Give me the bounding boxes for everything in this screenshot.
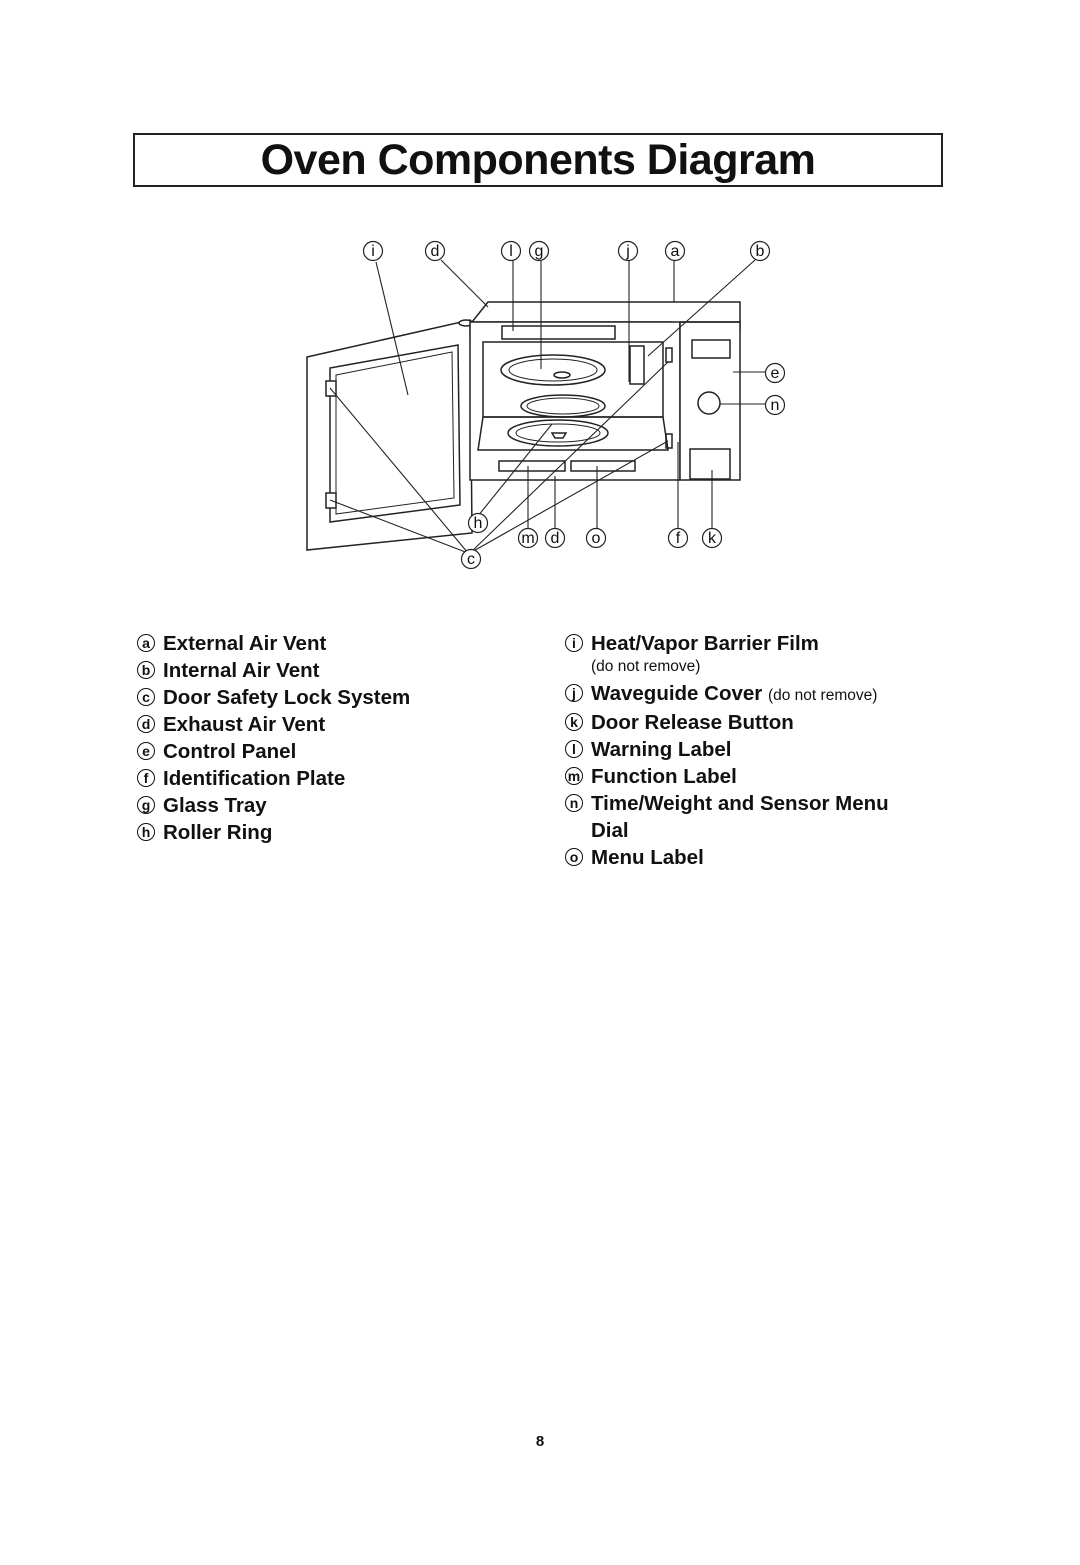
legend-item-b	[137, 657, 537, 684]
legend-letter-badge: g	[137, 796, 155, 814]
legend-note: (do not remove)	[767, 687, 878, 704]
callout-letter: g	[534, 243, 544, 260]
legend-label: Function Label	[591, 765, 737, 788]
legend-item-e	[137, 738, 537, 765]
legend-letter-badge: b	[137, 661, 155, 679]
legend-letter-badge: i	[565, 634, 583, 652]
callout-letter: i	[371, 243, 375, 260]
legend-item-body	[163, 711, 325, 738]
page-number: 8	[535, 1433, 545, 1450]
legend-letter-badge: m	[565, 767, 583, 785]
legend-label: Roller Ring	[163, 821, 273, 844]
callout-letter: c	[467, 551, 475, 568]
legend-label: Exhaust Air Vent	[163, 713, 326, 736]
callout-g	[530, 242, 549, 261]
legend-item-i	[565, 630, 985, 680]
callout-letter: f	[675, 530, 681, 547]
callout-a	[666, 242, 685, 261]
legend-letter-badge: d	[137, 715, 155, 733]
callout-d-bottom	[546, 529, 565, 548]
legend-letter-badge: o	[565, 848, 583, 866]
legend-item-k	[565, 709, 985, 736]
callout-l	[502, 242, 521, 261]
legend-item-body	[591, 844, 704, 871]
callout-k	[703, 529, 722, 548]
callout-letter: j	[626, 243, 630, 260]
legend-item-n	[565, 790, 985, 844]
oven-body	[470, 322, 680, 480]
legend-item-o	[565, 844, 985, 871]
legend-label: External Air Vent	[163, 632, 327, 655]
callout-letter: d	[430, 243, 440, 260]
callout-letter: b	[755, 243, 765, 260]
oven-diagram	[0, 0, 1080, 600]
legend-label: Waveguide Cover	[591, 682, 763, 705]
legend-label: Menu Label	[591, 846, 704, 869]
callout-h	[469, 514, 488, 533]
legend-item-body	[163, 630, 326, 657]
legend-label: Glass Tray	[163, 794, 267, 817]
legend-item-h	[137, 819, 537, 846]
callout-o	[587, 529, 606, 548]
callout-letter: d	[550, 530, 560, 547]
legend-left	[137, 630, 537, 846]
legend-letter-badge: f	[137, 769, 155, 787]
legend-label: Identification Plate	[163, 767, 346, 790]
legend-letter-badge: j	[565, 684, 583, 702]
legend-label: Door Release Button	[591, 711, 794, 734]
legend-label: Internal Air Vent	[163, 659, 320, 682]
legend-letter-badge: n	[565, 794, 583, 812]
legend-letter-badge: l	[565, 740, 583, 758]
oven-door	[307, 320, 472, 550]
callout-letter: m	[521, 530, 535, 547]
legend-item-a	[137, 630, 537, 657]
legend-letter-badge: c	[137, 688, 155, 706]
legend-item-j	[565, 680, 985, 709]
callout-letter: k	[708, 530, 716, 547]
legend-item-body	[163, 657, 319, 684]
legend-item-g	[137, 792, 537, 819]
callout-letter: h	[473, 515, 483, 532]
callout-letter: n	[770, 397, 780, 414]
legend-right	[565, 630, 985, 871]
legend-item-f	[137, 765, 537, 792]
legend-item-l	[565, 736, 985, 763]
legend-letter-badge: a	[137, 634, 155, 652]
legend-letter-badge: k	[565, 713, 583, 731]
legend-label: Control Panel	[163, 740, 297, 763]
legend-item-body	[163, 738, 296, 765]
callout-f	[669, 529, 688, 548]
callout-n	[766, 396, 785, 415]
callout-j	[619, 242, 638, 261]
legend-item-body	[591, 790, 889, 844]
legend-item-d	[137, 711, 537, 738]
callout-letter: l	[509, 243, 513, 260]
legend-item-m	[565, 763, 985, 790]
legend-item-body	[163, 792, 267, 819]
page-title: Oven Components Diagram	[260, 135, 816, 184]
legend-label: Warning Label	[591, 738, 732, 761]
legend-label: Time/Weight and Sensor Menu	[591, 792, 889, 815]
legend-letter-badge: e	[137, 742, 155, 760]
legend-item-body	[591, 680, 877, 709]
legend-label: Door Safety Lock System	[163, 686, 411, 709]
legend-item-body	[591, 736, 731, 763]
legend-item-body	[591, 763, 737, 790]
legend-item-body	[163, 819, 272, 846]
callout-b	[751, 242, 770, 261]
callout-d-top	[426, 242, 445, 261]
callout-letter: a	[670, 243, 680, 260]
control-panel	[680, 322, 740, 480]
callout-letter: o	[591, 530, 601, 547]
callout-e	[766, 364, 785, 383]
callout-m	[519, 529, 538, 548]
legend-item-body	[163, 684, 410, 711]
callout-letter: e	[770, 365, 780, 382]
legend-item-c	[137, 684, 537, 711]
legend-letter-badge: h	[137, 823, 155, 841]
callout-c	[462, 550, 481, 569]
legend-item-body	[591, 709, 794, 736]
legend-item-body	[163, 765, 345, 792]
legend-label-line2: Dial	[591, 819, 629, 842]
legend-item-body	[591, 630, 819, 680]
legend-note: (do not remove)	[591, 658, 701, 675]
legend-label: Heat/Vapor Barrier Film	[591, 632, 819, 655]
callout-i	[364, 242, 383, 261]
